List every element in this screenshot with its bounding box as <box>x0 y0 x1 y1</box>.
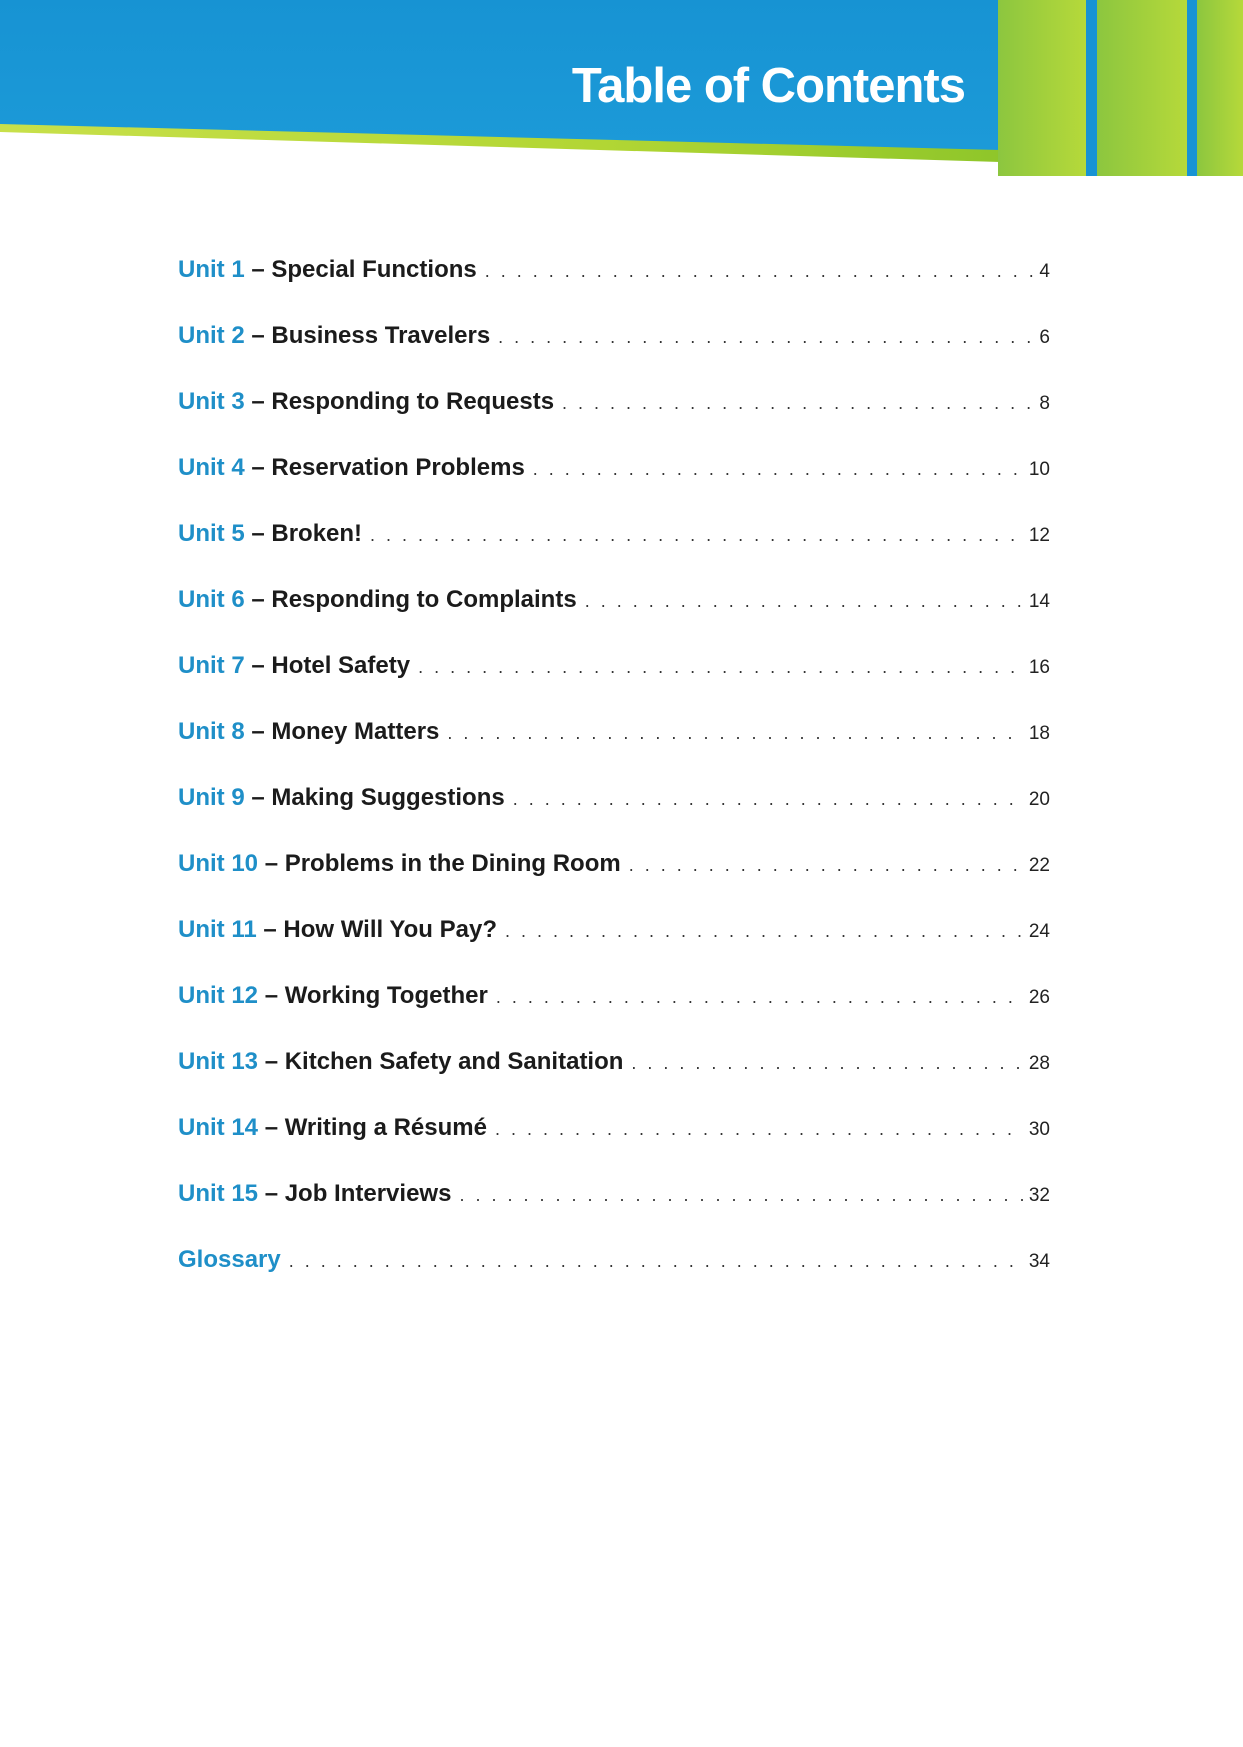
toc-entry-page: 14 <box>1028 591 1050 612</box>
toc-entry-label: Unit 3 <box>178 388 245 415</box>
toc-entry-page: 8 <box>1039 393 1050 414</box>
toc-entry-label: Unit 8 <box>178 718 245 745</box>
dot-leader <box>370 517 1023 553</box>
header-banner <box>0 0 1243 180</box>
toc-entry-page: 16 <box>1028 657 1050 678</box>
dot-leader <box>513 781 1023 817</box>
toc-entry-title: – Kitchen Safety and Sanitation <box>264 1048 624 1075</box>
toc-entry-title: – Responding to Complaints <box>251 586 577 613</box>
toc-entry-unit-4[interactable] <box>178 450 1050 516</box>
toc-entry-label: Unit 5 <box>178 520 245 547</box>
toc-entry-unit-9[interactable] <box>178 780 1050 846</box>
dot-leader <box>505 913 1023 949</box>
toc-entry-label: Unit 11 <box>178 916 257 943</box>
toc-entry-unit-8[interactable] <box>178 714 1050 780</box>
toc-entry-page: 18 <box>1028 723 1050 744</box>
dot-leader <box>562 385 1033 421</box>
dot-leader <box>495 1111 1023 1147</box>
dot-leader <box>496 979 1023 1015</box>
toc-entry-label: Unit 14 <box>178 1114 259 1141</box>
dot-leader <box>533 451 1023 487</box>
toc-entry-unit-2[interactable] <box>178 318 1050 384</box>
toc-entry-unit-13[interactable] <box>178 1044 1050 1110</box>
toc-entry-page: 34 <box>1028 1251 1050 1272</box>
toc-entry-unit-6[interactable] <box>178 582 1050 648</box>
toc-entry-title: – How Will You Pay? <box>263 916 497 943</box>
toc-entry-page: 30 <box>1028 1119 1050 1140</box>
toc-entry-page: 12 <box>1028 525 1050 546</box>
toc-entry-label: Unit 10 <box>178 850 259 877</box>
toc-list <box>178 252 1050 1308</box>
dot-leader <box>447 715 1022 751</box>
toc-entry-title: – Special Functions <box>251 256 477 283</box>
toc-entry-page: 22 <box>1028 855 1050 876</box>
green-bar-1 <box>998 0 1086 176</box>
toc-entry-page: 32 <box>1028 1185 1050 1206</box>
toc-entry-label: Glossary <box>178 1246 281 1273</box>
toc-entry-title: – Money Matters <box>251 718 440 745</box>
toc-entry-title: – Hotel Safety <box>251 652 411 679</box>
toc-entry-unit-11[interactable] <box>178 912 1050 978</box>
toc-entry-title: – Working Together <box>264 982 488 1009</box>
toc-entry-title: – Making Suggestions <box>251 784 505 811</box>
toc-entry-title: – Business Travelers <box>251 322 491 349</box>
toc-entry-page: 28 <box>1028 1053 1050 1074</box>
toc-entry-unit-15[interactable] <box>178 1176 1050 1242</box>
toc-entry-title: – Responding to Requests <box>251 388 555 415</box>
toc-entry-unit-7[interactable] <box>178 648 1050 714</box>
dot-leader <box>631 1045 1022 1081</box>
dot-leader <box>289 1243 1023 1279</box>
toc-entry-title: – Broken! <box>251 520 363 547</box>
dot-leader <box>498 319 1033 355</box>
toc-entry-page: 4 <box>1039 261 1050 282</box>
page-title: Table of Contents <box>571 59 965 113</box>
green-bar-2 <box>1097 0 1187 176</box>
toc-entry-label: Unit 13 <box>178 1048 259 1075</box>
toc-entry-glossary[interactable] <box>178 1242 1050 1308</box>
toc-entry-label: Unit 4 <box>178 454 245 481</box>
toc-entry-title: – Problems in the Dining Room <box>264 850 621 877</box>
toc-entry-unit-3[interactable] <box>178 384 1050 450</box>
toc-entry-unit-12[interactable] <box>178 978 1050 1044</box>
toc-entry-label: Unit 9 <box>178 784 245 811</box>
toc-entry-label: Unit 7 <box>178 652 245 679</box>
toc-entry-label: Unit 12 <box>178 982 259 1009</box>
toc-entry-page: 26 <box>1028 987 1050 1008</box>
toc-entry-title: – Reservation Problems <box>251 454 525 481</box>
toc-entry-title: – Job Interviews <box>264 1180 452 1207</box>
dot-leader <box>629 847 1023 883</box>
dot-leader <box>485 253 1034 289</box>
toc-entry-title: – Writing a Résumé <box>264 1114 487 1141</box>
toc-entry-label: Unit 6 <box>178 586 245 613</box>
toc-entry-label: Unit 1 <box>178 256 245 283</box>
toc-entry-unit-10[interactable] <box>178 846 1050 912</box>
toc-entry-unit-14[interactable] <box>178 1110 1050 1176</box>
toc-entry-unit-5[interactable] <box>178 516 1050 582</box>
dot-leader <box>585 583 1023 619</box>
toc-entry-page: 20 <box>1028 789 1050 810</box>
green-bar-3 <box>1197 0 1243 176</box>
toc-entry-label: Unit 2 <box>178 322 245 349</box>
dot-leader <box>459 1177 1022 1213</box>
toc-entry-unit-1[interactable] <box>178 252 1050 318</box>
toc-entry-page: 24 <box>1028 921 1050 942</box>
toc-entry-page: 10 <box>1028 459 1050 480</box>
toc-entry-page: 6 <box>1039 327 1050 348</box>
toc-entry-label: Unit 15 <box>178 1180 259 1207</box>
dot-leader <box>418 649 1023 685</box>
